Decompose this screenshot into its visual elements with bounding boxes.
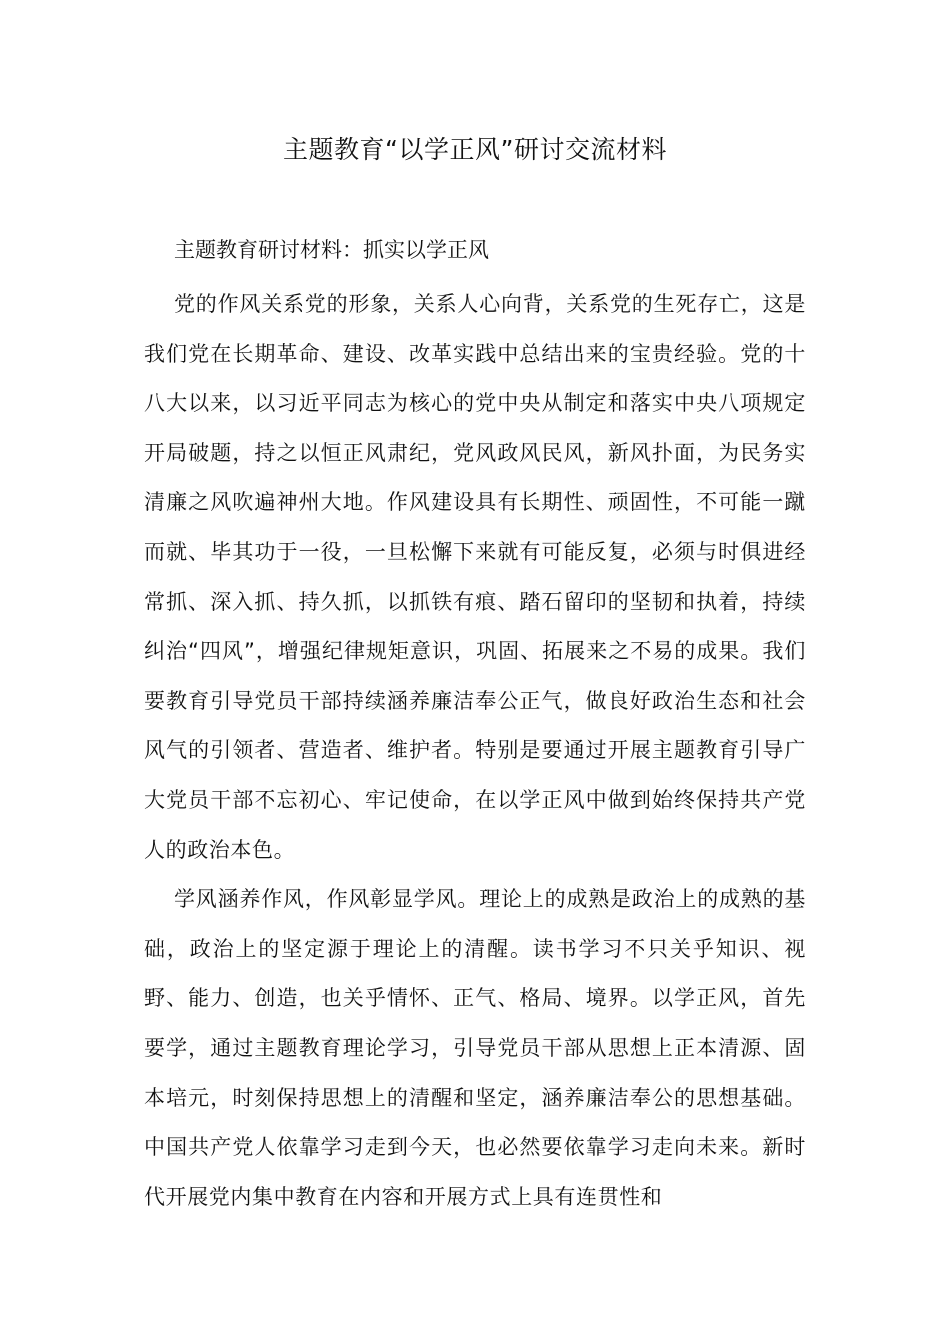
document-title: 主题教育“以学正风”研讨交流材料 [283,135,667,164]
paragraph-1: 党的作风关系党的形象，关系人心向背，关系党的生死存亡，这是我们党在长期革命、建设、改革实践中总结出来的宝贵经验。党的十八大以来，以习近平同志为核心的党中央从制定和落实中央八项规定开局破题，持之以恒正风肃纪，党风政风民风，新风扑面，为民务实清廉之风吹遍神州大地。作风建设具有长期性、顽固性，不可能一蹴而就、毕其功于一役，一旦松懈下来就有可能反复，必须与时俱进经常抓、深入抓、持久抓，以抓铁有痕、踏石留印的坚韧和执着，持续纠治“四风”，增强纪律规矩意识，巩固、拓展来之不易的成果。我们要教育引导党员干部持续涵养廉洁奉公正气，做良好政治生态和社会风气的引领者、营造者、维护者。特别是要通过开展主题教育引导广大党员干部不忘初心、牢记使命，在以学正风中做到始终保持共产党人的政治本色。 [144,292,806,862]
document-body [144,280,806,1222]
paragraph-2: 学风涵养作风，作风彰显学风。理论上的成熟是政治上的成熟的基础，政治上的坚定源于理论上的清醒。读书学习不只关乎知识、视野、能力、创造，也关乎情怀、正气、格局、境界。以学正风，首先要学，通过主题教育理论学习，引导党员干部从思想上正本清源、固本培元，时刻保持思想上的清醒和坚定，涵养廉洁奉公的思想基础。中国共产党人依靠学习走到今天，也必然要依靠学习走向未来。新时代开展党内集中教育在内容和开展方式上具有连贯性和 [144,887,806,1209]
document-subtitle: 主题教育研讨材料：抓实以学正风 [174,238,489,262]
